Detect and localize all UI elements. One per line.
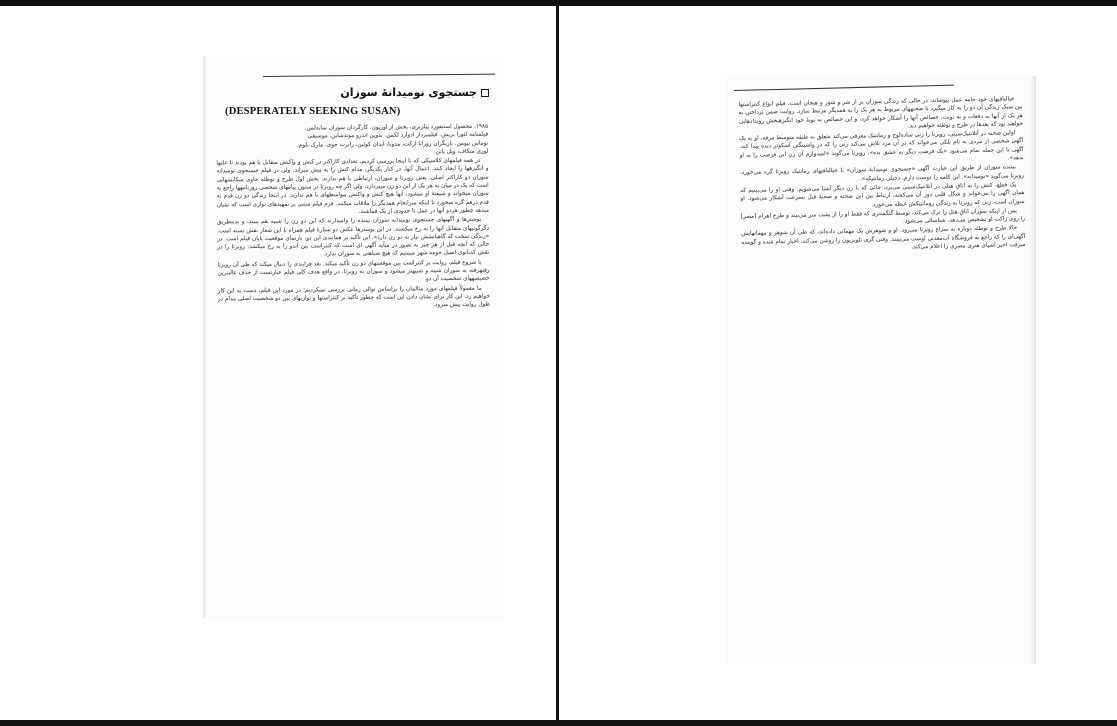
title-en: (DESPERATELY SEEKING SUSAN): [225, 106, 401, 117]
right-page-text: [738, 95, 1025, 256]
header-rule: [734, 85, 954, 91]
body-paragraph: یک قطع، کنش را به اتاق هتلی در آتلانتیک‌سیتی می‌برد، جائی که با زن دیگر آشنا می‌شویم. وقتی او را می‌بینیم که همان آگهی را می‌خواند و شکل قلبی دور آن می‌کشد، ارتباط بین این صحنه و صحنهٔ قبل بسرعت آشکار می‌شود. او سوزان است، زنی که روبرتا به زندگی رومانتیکش غبطه می‌خورد.: [740, 182, 1025, 208]
left-page: [203, 56, 503, 618]
film-credits: [216, 123, 488, 159]
body-paragraph: پس از اینکه سوزان اتاق هتل را ترک می‌کند، توسط گنگستری که فقط او را از پشت سر می‌بیند و طرح اهرام [مصر] را روی ژاکت او تشخیص می‌دهد، شناسائی می‌شود.: [740, 208, 1026, 225]
title-bullet-icon: [481, 89, 489, 97]
body-paragraph: پوسترها و آگهیهای جستجوی نومیدانه سوزان بیننده را وامیدارند که این دو زن را شبیه هم ببیند، و بدینطریق دگرگونیهای متقابل آنها را به رخ میکشند. در این پوسترها عکس دو ستارهٔ فیلم همراه با این شعار نقش بسته است. «زندگی سخت که گاهبانشش نیاز به دو زن دارد». این تأکید بر همانندی این دو، بازنمای موقعیت پایان فیلم است. در حالی که آنچه قبل از هر چیز به تصور در میآید آگهی ای است که کنتراست بین آندو را به رخ میکشد: روبرتا را در نقش کدبانوی اصیل حومه شهر میبینیم که هیچ شباهتی به سوزان ندارد.: [217, 216, 490, 258]
page-edge-shadow: [1030, 76, 1036, 664]
body-paragraph: خیالبافیهای خود جامه عمل بپوشاند، در حالی که زندگی سوزان پر از شر و شور و هیجان است. فیلم انواع کنتراستها بین سبک زندگی آن دو را به کار میگیرد تا صحنههای مربوط به هر یک را به همدیگر مرتبط سازد. روایت ضمن پرداختن به هر یک از آنها به دفعات و به نوبت، خصائص آنها را آشکار خواهد کرد، و این خصائص به نوبهٔ خود انگیزهبخش رویدادهایی خواهند بود که بعدها در طرح و توطئه خواهیم دید.: [738, 96, 1024, 130]
body-paragraph: در همه فیلمهای کلاسیکی که تا اینجا بررسی کردیم، تعدادی کاراکتر در کنش و واکنش متقابل با هم بودند تا علتها و انگیزهها را ایجاد کنند. اعمال آنها، در کنار یکدیگر، مدام کنش را به پیش میراند. ولی در فیلم جستجوی نومیدانه سوزان دو کاراکتر اصلی، یعنی روبرتا و سوزان، ارتباطی با هم ندارند. بخش اول طرح و توطئه حاوی سکانسهایی است که یک در میان به هر یک از این دو زن میپردازد، ولی اگر چه روبرتا در ستون پیامهای شخصی روزنامهها راجع به سوزان میخواند و شیفتهٔ او میشود، آنها هیچ کنش و واکنش بیواسطهای با هم ندارند. در اینجا زندگی دو زن قدم به قدم درهم گره میخورد تا اینکه سرانجام همدیگر را ملاقات میکنند. فرم فیلم مبتنی بر تمهیدهای توازی است که نشان میدهد چطور هردو آنها در عمل تا حدودی از یک قماشند.: [216, 157, 489, 215]
body-paragraph: اولین صحنه در آتلانتیک‌سیتی، روبرتا را زنی ساده‌لوح و رمانتیک معرفی می‌کند متعلق به طبقه متوسط مرفه، او به یک آگهی شخصی از مردی به نام بلکی می‌خواند که در آن مرد تلاش می‌کند زنی را که در واشینگتن اسکوئر دیده پیدا کند. آگهی با این جمله تمام می‌شود «یک فرصت دیگر به عشق بده». روبرتا می‌گوید «امیدوارم آن زن این فرصت را به او بدهد».: [739, 130, 1024, 162]
left-page-text: [216, 123, 490, 313]
body-paragraph: ما معمولاً فیلمهای مورد مثالمان را براساس توالی زمانی بررسی نمیکردیم؛ در مورد این فیلم، دست به این کار خواهیم زد. این کار برای نشان دادن این است که چطور تأکید بر کنتراستها و توازیهای بین دو شخصیت اصلی مدام در طول روایت پیش میرود.: [217, 285, 490, 309]
section-title: [340, 86, 489, 99]
body-paragraph: با شروع فیلم، روایت بر کنتراست بین موقعیتهای دو زن تأکید میکند. بعد فرایندی را دنبال میکند که طی آن روبرتا رفتهرفته به سوزان شبیه و شبیهتر میشود و سوزان به روبرتا. در واقع هدف کلی فیلم عبارتست از حذف غالبترین خصیصههای شخصیت آن دو.: [217, 259, 490, 283]
header-rule: [263, 74, 495, 77]
body-paragraph: حالا طرح و توطئه دوباره به سراغ روبرتا می‌رود. او و شوهرش یک مهمانی داده‌اند، که طی آن شوهر و مهمانهایش آگهی‌ای را که راجع به فروشگاه آب‌معدنی اوست می‌بینند. وقتی گری تلویزیون را روشن می‌کند، اخبار تمام شده و گوینده سرقت اخیر اشیای هنری مصری را اعلام می‌کند.: [741, 225, 1026, 251]
credit-line: فیلمنامه لئورا بریش. فیلمبردار ادوارد لکمن. تدوین اندرو موندشاین. موسیقی: [307, 131, 489, 140]
right-page: [726, 76, 1036, 664]
credit-line: توماس نیومن. بازیگران روزانا آرکت، مدونا، آیدان کوئین، رابرت جوی، مارک بلوم،: [296, 140, 489, 149]
credit-line: لوری متکاف، ویل پاتن.: [433, 148, 489, 156]
title-fa: جستجوی نومیدانهٔ سوزان: [340, 86, 477, 99]
page-divider: [556, 0, 559, 726]
body-paragraph: بیننده سوزان از طریق این عبارت آگهی «جستجوی نومیدانهٔ سوزان» با خیالبافیهای رمانتیک روبرتا گره می‌خورد. روبرتا می‌گوید «نومیدانه». این کلمه را دوست دارم. دخیلی رمانتیکه».: [739, 164, 1025, 183]
credit-line: ۱۹۸۵. محصول استنفورد پیلزبری، پخش از اوریون. کارگردان سوزان سایدلمن.: [304, 123, 489, 132]
page-edge-shadow: [203, 56, 207, 618]
